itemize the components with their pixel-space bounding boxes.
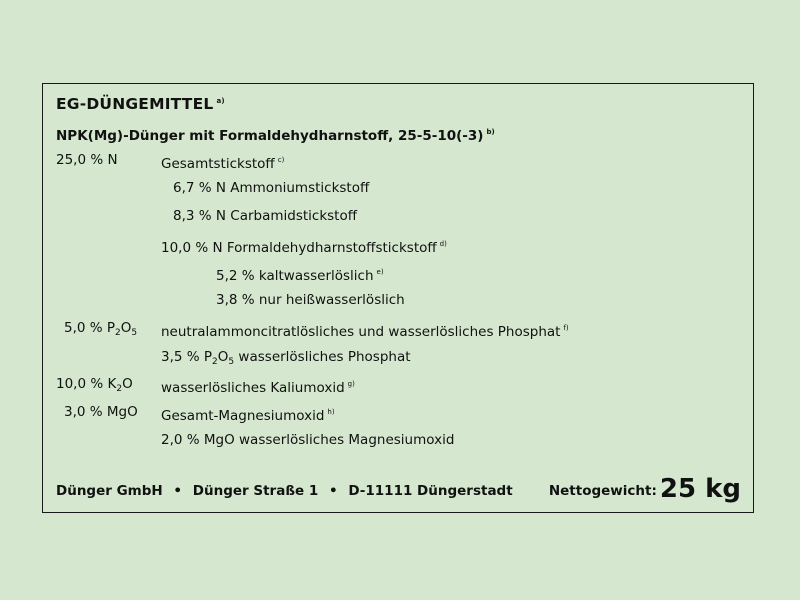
phosphate-total-pre: 5,0 % P: [64, 320, 116, 336]
net-weight: [549, 474, 741, 506]
phosphate-total-mid: O: [120, 320, 132, 336]
nitrogen-total-value: 25,0 % N: [56, 152, 118, 168]
nitrogen-total-desc: [161, 152, 284, 172]
magnesium-total-desc: [161, 404, 335, 424]
nitrogen-ammonium-text: 6,7 % N Ammoniumstickstoff: [173, 180, 370, 196]
nitrogen-cold-soluble: [216, 264, 384, 284]
subtitle-footnote: b): [486, 128, 495, 136]
phosphate-water-sub2: 5: [228, 357, 235, 367]
title-text: EG-DÜNGEMITTEL: [56, 95, 214, 113]
net-weight-value: 25 kg: [659, 474, 741, 504]
phosphate-total-text: neutralammoncitratlösliches und wasserlösliches Phosphat: [161, 324, 561, 340]
magnesium-total-value: 3,0 % MgO: [64, 404, 138, 420]
address-separator: •: [328, 483, 338, 499]
nitrogen-carbamid: [173, 208, 357, 224]
phosphate-water-post: wasserlösliches Phosphat: [234, 349, 411, 365]
potassium-footnote: g): [347, 380, 355, 388]
potassium-amount: [56, 376, 133, 397]
company-name: Dünger GmbH: [56, 483, 163, 499]
nitrogen-hot-soluble: [216, 292, 405, 308]
title-footnote: a): [216, 97, 225, 105]
phosphate-total-sub2: 5: [131, 328, 138, 338]
potassium-pre: 10,0 % K: [56, 376, 117, 392]
magnesium-total-text: Gesamt-Magnesiumoxid: [161, 408, 325, 424]
potassium-post: O: [122, 376, 133, 392]
magnesium-water-soluble: [161, 432, 454, 448]
fertilizer-label: [42, 83, 754, 513]
nitrogen-ammonium: [173, 180, 369, 196]
nitrogen-total-footnote: c): [277, 156, 285, 164]
magnesium-total-footnote: h): [327, 408, 335, 416]
subtitle-text: NPK(Mg)-Dünger mit Formaldehydharnstoff, 25-5-10(-3): [56, 128, 484, 144]
address-separator: •: [173, 483, 183, 499]
nitrogen-hot-text: 3,8 % nur heißwasserlöslich: [216, 292, 405, 308]
label-title: [56, 93, 225, 112]
potassium-sub: 2: [116, 384, 123, 394]
nitrogen-cold-text: 5,2 % kaltwasserlöslich: [216, 268, 374, 284]
phosphate-total-amount: [64, 320, 137, 341]
phosphate-total-desc: [161, 320, 569, 340]
nitrogen-total-amount: [56, 152, 118, 168]
phosphate-water-mid: O: [217, 349, 229, 365]
potassium-text: wasserlösliches Kaliumoxid: [161, 380, 345, 396]
magnesium-total-amount: [64, 404, 138, 420]
nitrogen-cold-footnote: e): [376, 268, 384, 276]
nitrogen-total-text: Gesamtstickstoff: [161, 156, 275, 172]
street-address: Dünger Straße 1: [192, 483, 319, 499]
net-weight-label: Nettogewicht:: [548, 483, 657, 499]
label-subtitle: [56, 124, 495, 144]
city-address: D-11111 Düngerstadt: [348, 483, 513, 499]
nitrogen-formaldehyd-text: 10,0 % N Formaldehydharnstoffstickstoff: [161, 240, 437, 256]
phosphate-water-sub1: 2: [212, 357, 218, 367]
phosphate-water-pre: 3,5 % P: [161, 349, 213, 365]
magnesium-water-text: 2,0 % MgO wasserlösliches Magnesiumoxid: [161, 432, 455, 448]
nitrogen-formaldehyd: [161, 236, 447, 256]
manufacturer-address: [56, 483, 513, 499]
phosphate-total-footnote: f): [563, 324, 569, 332]
potassium-desc: [161, 376, 355, 396]
nitrogen-formaldehyd-footnote: d): [439, 240, 447, 248]
nitrogen-carbamid-text: 8,3 % N Carbamidstickstoff: [173, 208, 358, 224]
phosphate-total-sub1: 2: [115, 328, 121, 338]
phosphate-water-soluble: [161, 349, 411, 370]
